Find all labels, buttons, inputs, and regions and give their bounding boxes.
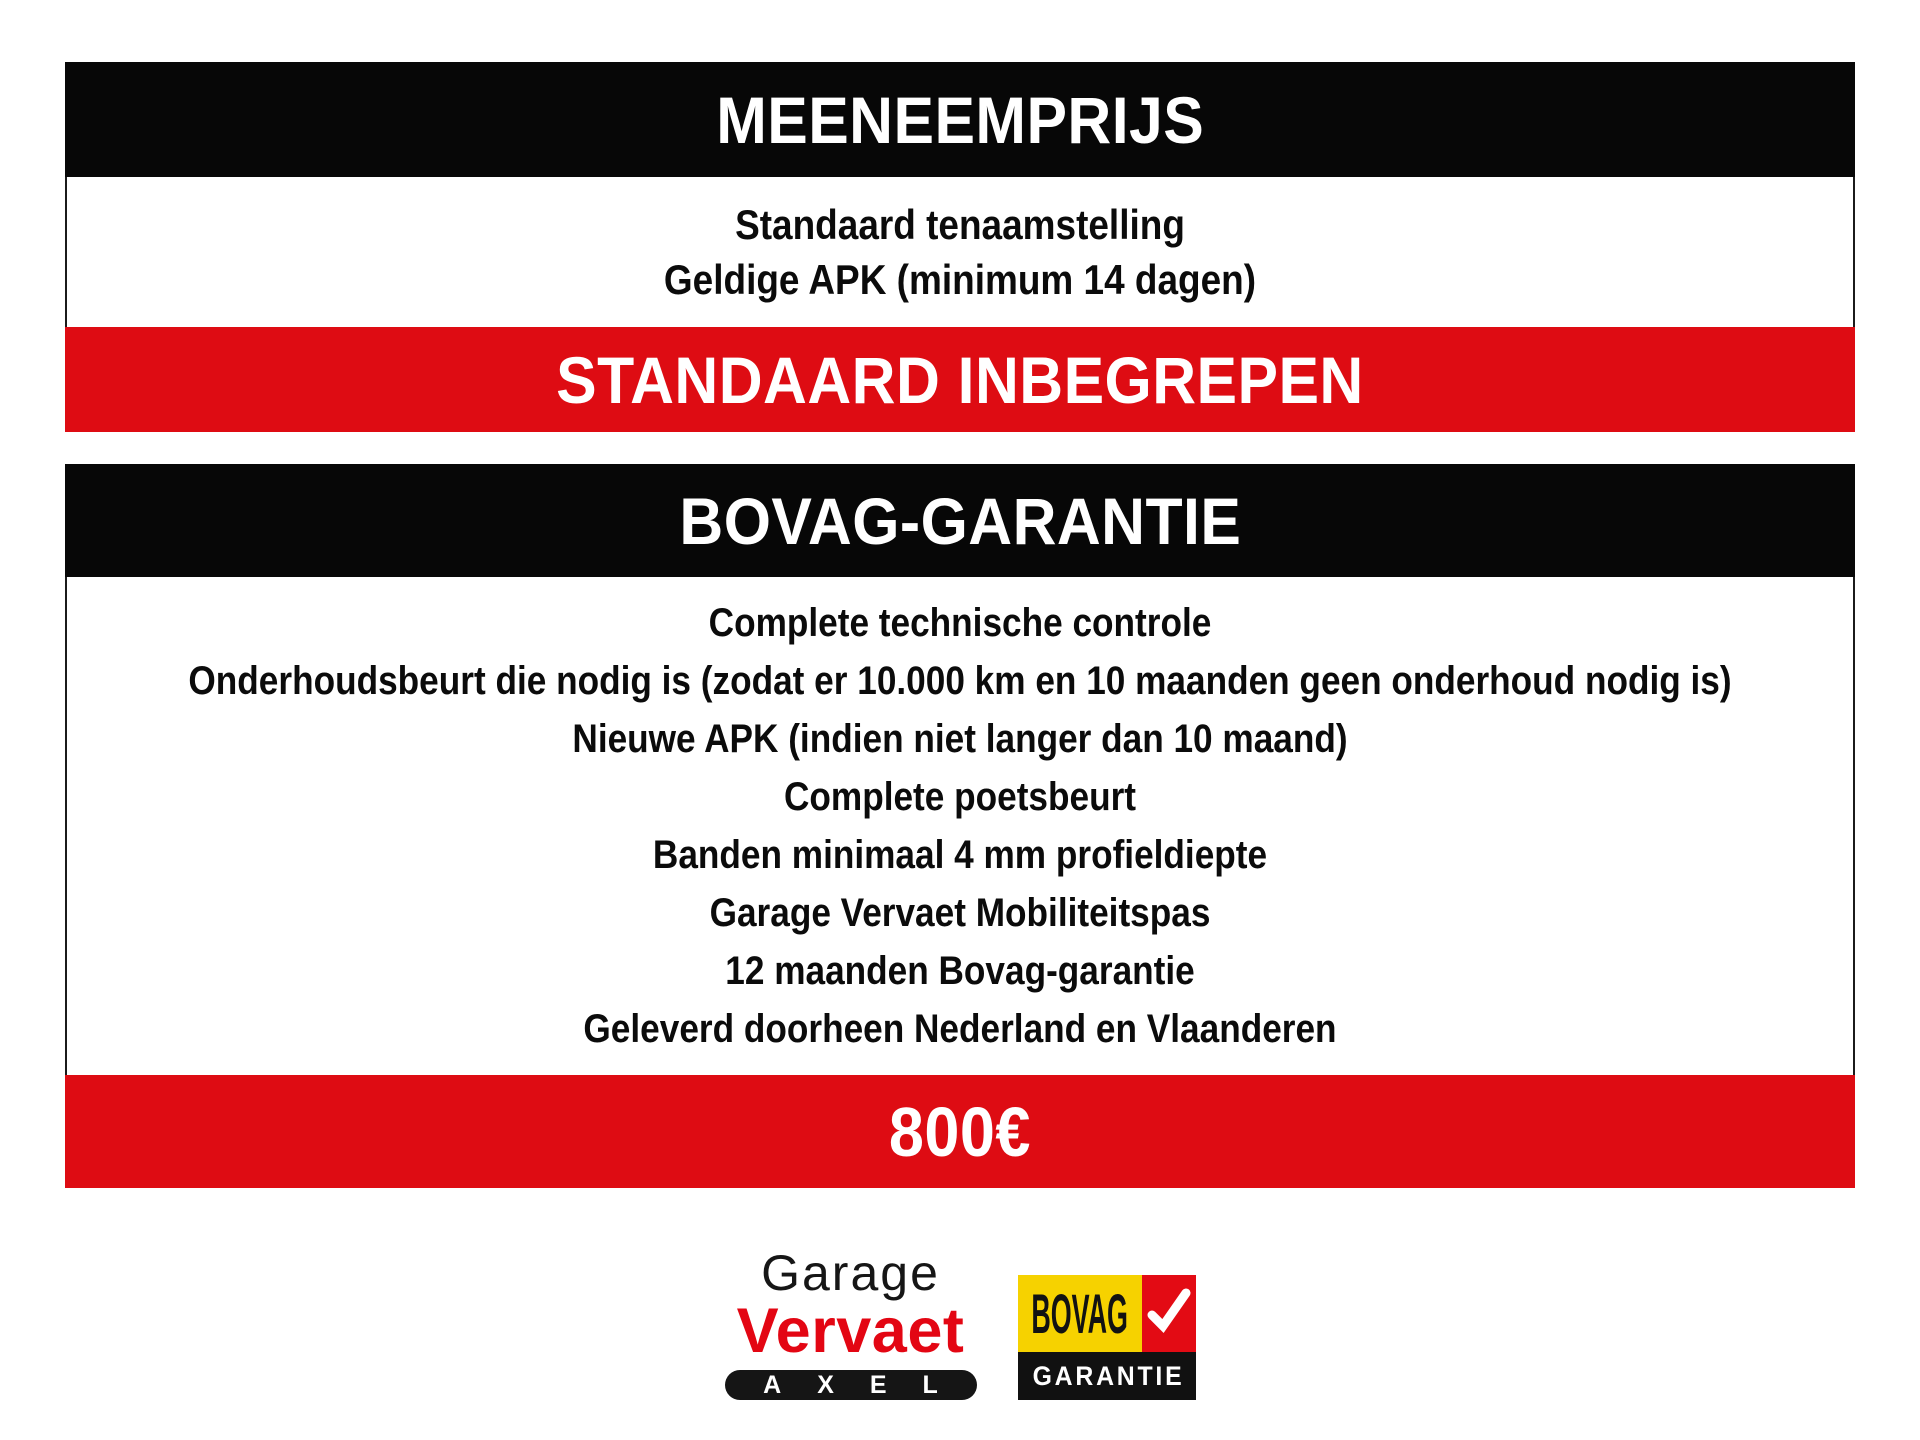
standaard-inbegrepen-banner [65,327,1855,432]
bovag-garantie-title: BOVAG-GARANTIE [679,483,1241,558]
price-value: 800€ [889,1092,1031,1171]
garage-vervaet-logo-line1: Garage [761,1245,940,1301]
meeneemprijs-header-bar [65,62,1855,177]
garage-vervaet-logo [725,1245,977,1400]
checkmark-icon [1146,1285,1192,1343]
axel-badge [725,1370,977,1400]
bovag-garantie-card [65,464,1855,1188]
bovag-item-7: 12 maanden Bovag-garantie [725,949,1195,993]
meeneemprijs-body [65,177,1855,327]
meeneemprijs-title: MEENEEMPRIJS [715,82,1205,157]
bovag-logo-caption-strip [1018,1352,1196,1400]
card-gap [65,432,1855,464]
axel-badge-label: AXEL [763,1370,974,1399]
meeneemprijs-card [65,62,1855,432]
bovag-item-3: Nieuwe APK (indien niet langer dan 10 maand) [572,717,1348,761]
bovag-garantie-body [65,577,1855,1075]
bovag-garantie-header-bar [65,464,1855,577]
bovag-logo-top [1018,1275,1196,1352]
bovag-item-4: Complete poetsbeurt [783,775,1137,819]
bovag-logo-caption: GARANTIE [1032,1360,1184,1391]
garage-vervaet-logo-line2: Vervaet [736,1296,965,1366]
footer-logos [0,1245,1920,1400]
bovag-item-2: Onderhoudsbeurt die nodig is (zodat er 10.000 km en 10 maanden geen onderhoud nodig is) [188,659,1732,703]
bovag-item-1: Complete technische controle [708,601,1212,645]
bovag-item-5: Banden minimaal 4 mm profieldiepte [652,833,1268,877]
price-sheet-content [65,62,1855,1188]
bovag-logo-yellow-block [1018,1275,1142,1352]
price-banner [65,1075,1855,1188]
bovag-item-6: Garage Vervaet Mobiliteitspas [709,891,1211,935]
meeneemprijs-item-2: Geldige APK (minimum 14 dagen) [663,256,1257,303]
bovag-garantie-logo [1018,1275,1196,1400]
meeneemprijs-item-1: Standaard tenaamstelling [735,201,1185,248]
standaard-inbegrepen-label: STANDAARD INBEGREPEN [556,342,1364,417]
bovag-logo-red-block [1142,1275,1196,1352]
bovag-logo-wordmark: BOVAG [1031,1281,1128,1345]
bovag-item-8: Geleverd doorheen Nederland en Vlaanderen [583,1007,1337,1051]
